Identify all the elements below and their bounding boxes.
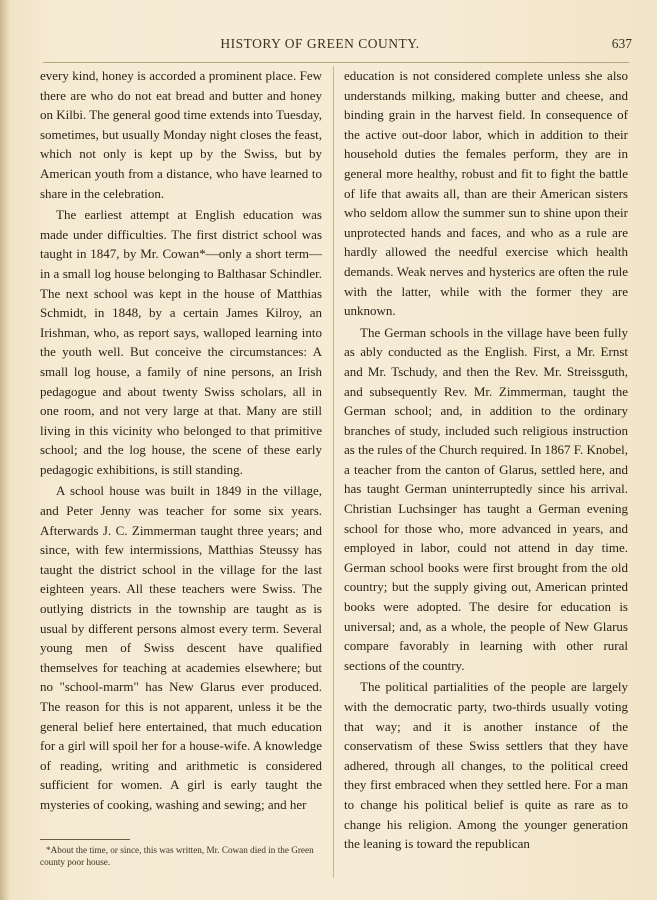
page-number: 637 [611, 36, 632, 51]
page-title: HISTORY OF GREEN COUNTY. [220, 36, 420, 51]
header-rule [43, 62, 629, 63]
right-column [344, 66, 628, 854]
column-divider [333, 66, 334, 878]
paragraph: The earliest attempt at English education was made under difficulties. The first district school was taught in 1847, by Mr. Cowan*—only a short term—in a small log house belonging to Balthasar Schindler. The next school was kept in the house of Matthias Schmidt, in 1848, by a certain James Kilroy, an Irishman, who, as report says, walloped learning into the youth well. But conceive the circumstances: A small log house, a family of nine persons, an Irish pedagogue and about twenty Swiss scholars, all in one room, and not very large at that. Many are still living in this vicinity who belonged to that primitive school; and the log house, the scene of these early pedagogic exhibitions, is still standing. [40, 207, 322, 477]
paragraph: A school house was built in 1849 in the village, and Peter Jenny was teacher for some six years. Afterwards J. C. Zimmerman taught three years; and since, with few intermissions, Matthias Steussy has taught the district school in the village for the last eighteen years. All these teachers were Swiss. The outlying districts in the township are taught as is usual by different persons almost every term. Several young men of Swiss descent have qualified themselves for teaching at academies elsewhere; but no "school-marm" has New Glarus ever produced. The reason for this is not apparent, unless it be the general belief here entertained, that much education for a girl will spoil her for a house-wife. A knowledge of reading, writing and arithmetic is considered sufficient for women. A girl is early taught the mysteries of cooking, washing and sewing; and her [40, 483, 322, 812]
paragraph: education is not considered complete unless she also understands milking, making butter and cheese, and binding grain in the harvest field. In consequence of the active out-door labor, which in addition to their household duties the females perform, they are in general more healthy, robust and fit to fight the battle of life that awaits all, than are their American sisters who seldom allow the summer sun to shine upon their unprotected hands and faces, and who as a rule are hardly allowed the needful exercise which health demands. Weak nerves and hysterics are often the rule with the latter, while with the former they are unknown. [344, 68, 628, 319]
footnote-rule [40, 839, 130, 840]
paragraph: The political partialities of the people are largely with the democratic party, two-thirds usually voting that way; and it is another instance of the conservatism of these Swiss settlers that they have adhered, through all changes, to the political creed they first embraced when they settled here. For a man to change his political belief is quite as rare as to change his religion. Among the younger generation the leaning is toward the republican [344, 679, 628, 852]
spine-shadow [0, 0, 10, 900]
running-head [40, 36, 640, 54]
paragraph: The German schools in the village have been fully as ably conducted as the English. First, a Mr. Ernst and Mr. Tschudy, and then the Rev. Mr. Streissguth, and subsequently Rev. Mr. Zimmerman, taught the German school; and, in addition to the ordinary branches of study, included such religious instruction as the rules of the Church required. In 1867 F. Knobel, a teacher from the canton of Glarus, settled here, and has taught German uninterruptedly since his arrival. Christian Luchsinger has taught a German evening school for those who, more advanced in years, and employed in labor, could not attend in day time. German school books were first brought from the old country; but the supply giving out, American printed books were adopted. The desire for education is universal; and, as a whole, the people of New Glarus compare favorably in learning with other rural sections of the country. [344, 324, 628, 673]
left-column [40, 66, 322, 815]
paragraph: every kind, honey is accorded a prominent place. Few there are who do not eat bread and butter and honey on Kilbi. The general good time extends into Tuesday, sometimes, but usually Monday night closes the feast, which not only is kept up by the Swiss, but by American youth from a distance, who have learned to share in the celebration. [40, 68, 322, 201]
footnote: *About the time, or since, this was written, Mr. Cowan died in the Green county poor house. [40, 845, 314, 867]
